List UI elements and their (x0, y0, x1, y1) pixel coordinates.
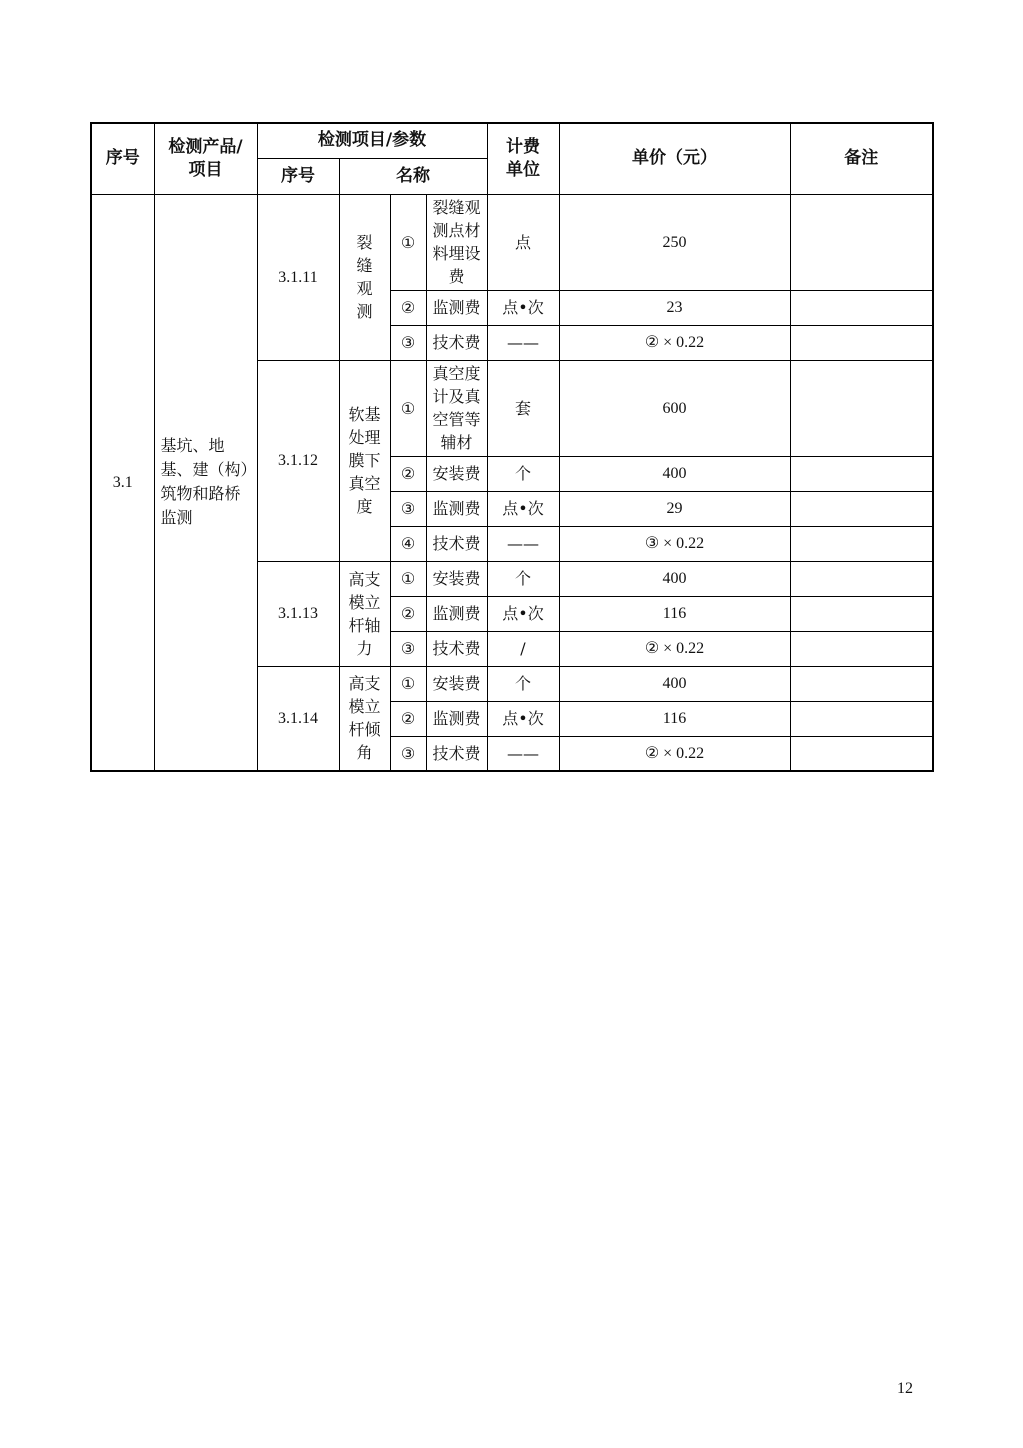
row-index: ① (390, 666, 426, 701)
row-index: ④ (390, 526, 426, 561)
row-index: ② (390, 596, 426, 631)
row-unit: 点 (487, 194, 559, 290)
row-item: 技术费 (426, 736, 487, 771)
row-item: 安装费 (426, 561, 487, 596)
group-name: 高支模立杆轴力 (339, 561, 390, 666)
row-price: 400 (559, 666, 790, 701)
row-remark (790, 325, 933, 360)
row-remark (790, 456, 933, 491)
row-unit: 点•次 (487, 290, 559, 325)
row-item: 裂缝观测点材料埋设费 (426, 194, 487, 290)
header-price: 单价（元） (559, 123, 790, 194)
row-index: ② (390, 290, 426, 325)
row-remark (790, 701, 933, 736)
row-price: 600 (559, 360, 790, 456)
row-index: ① (390, 561, 426, 596)
group-code: 3.1.14 (257, 666, 339, 771)
row-remark (790, 526, 933, 561)
row-item: 安装费 (426, 666, 487, 701)
fee-table (90, 122, 934, 772)
row-price: 400 (559, 561, 790, 596)
row-unit: 点•次 (487, 596, 559, 631)
row-index: ③ (390, 325, 426, 360)
group-name: 软基处理膜下真空度 (339, 360, 390, 561)
header-item-group: 检测项目/参数 (257, 123, 487, 158)
row-remark (790, 561, 933, 596)
row-item: 安装费 (426, 456, 487, 491)
group-name: 高支模立杆倾角 (339, 666, 390, 771)
row-remark (790, 194, 933, 290)
row-item: 真空度计及真空管等辅材 (426, 360, 487, 456)
group-code: 3.1.11 (257, 194, 339, 360)
row-price: ② × 0.22 (559, 325, 790, 360)
section-seq: 3.1 (91, 194, 154, 771)
row-price: 250 (559, 194, 790, 290)
row-unit: 点•次 (487, 491, 559, 526)
header-seq: 序号 (91, 123, 154, 194)
row-index: ② (390, 456, 426, 491)
row-price: 400 (559, 456, 790, 491)
row-unit: —— (487, 736, 559, 771)
row-index: ③ (390, 491, 426, 526)
row-price: ② × 0.22 (559, 631, 790, 666)
row-price: 116 (559, 701, 790, 736)
row-unit: —— (487, 526, 559, 561)
group-code: 3.1.13 (257, 561, 339, 666)
row-index: ① (390, 194, 426, 290)
row-remark (790, 491, 933, 526)
table-row (91, 194, 933, 290)
row-item: 监测费 (426, 491, 487, 526)
row-unit: 套 (487, 360, 559, 456)
row-unit: 个 (487, 561, 559, 596)
row-price: ② × 0.22 (559, 736, 790, 771)
row-item: 技术费 (426, 325, 487, 360)
row-remark (790, 666, 933, 701)
row-remark (790, 360, 933, 456)
page-number: 12 (897, 1380, 913, 1397)
row-unit: —— (487, 325, 559, 360)
row-index: ③ (390, 736, 426, 771)
header-unit: 计费单位 (487, 123, 559, 194)
row-price: 116 (559, 596, 790, 631)
row-unit: 点•次 (487, 701, 559, 736)
row-price: 23 (559, 290, 790, 325)
row-item: 技术费 (426, 526, 487, 561)
row-remark (790, 736, 933, 771)
row-unit: / (487, 631, 559, 666)
section-product: 基坑、地基、建（构）筑物和路桥监测 (154, 194, 257, 771)
row-unit: 个 (487, 666, 559, 701)
row-remark (790, 290, 933, 325)
header-item-seq: 序号 (257, 158, 339, 194)
row-item: 监测费 (426, 290, 487, 325)
row-price: ③ × 0.22 (559, 526, 790, 561)
header-item-name: 名称 (339, 158, 487, 194)
row-index: ② (390, 701, 426, 736)
row-index: ③ (390, 631, 426, 666)
group-name: 裂缝观测 (339, 194, 390, 360)
row-index: ① (390, 360, 426, 456)
row-item: 监测费 (426, 701, 487, 736)
row-unit: 个 (487, 456, 559, 491)
table-body (91, 194, 933, 771)
header-remark: 备注 (790, 123, 933, 194)
row-item: 技术费 (426, 631, 487, 666)
group-code: 3.1.12 (257, 360, 339, 561)
row-remark (790, 596, 933, 631)
row-item: 监测费 (426, 596, 487, 631)
row-price: 29 (559, 491, 790, 526)
header-product: 检测产品/项目 (154, 123, 257, 194)
row-remark (790, 631, 933, 666)
